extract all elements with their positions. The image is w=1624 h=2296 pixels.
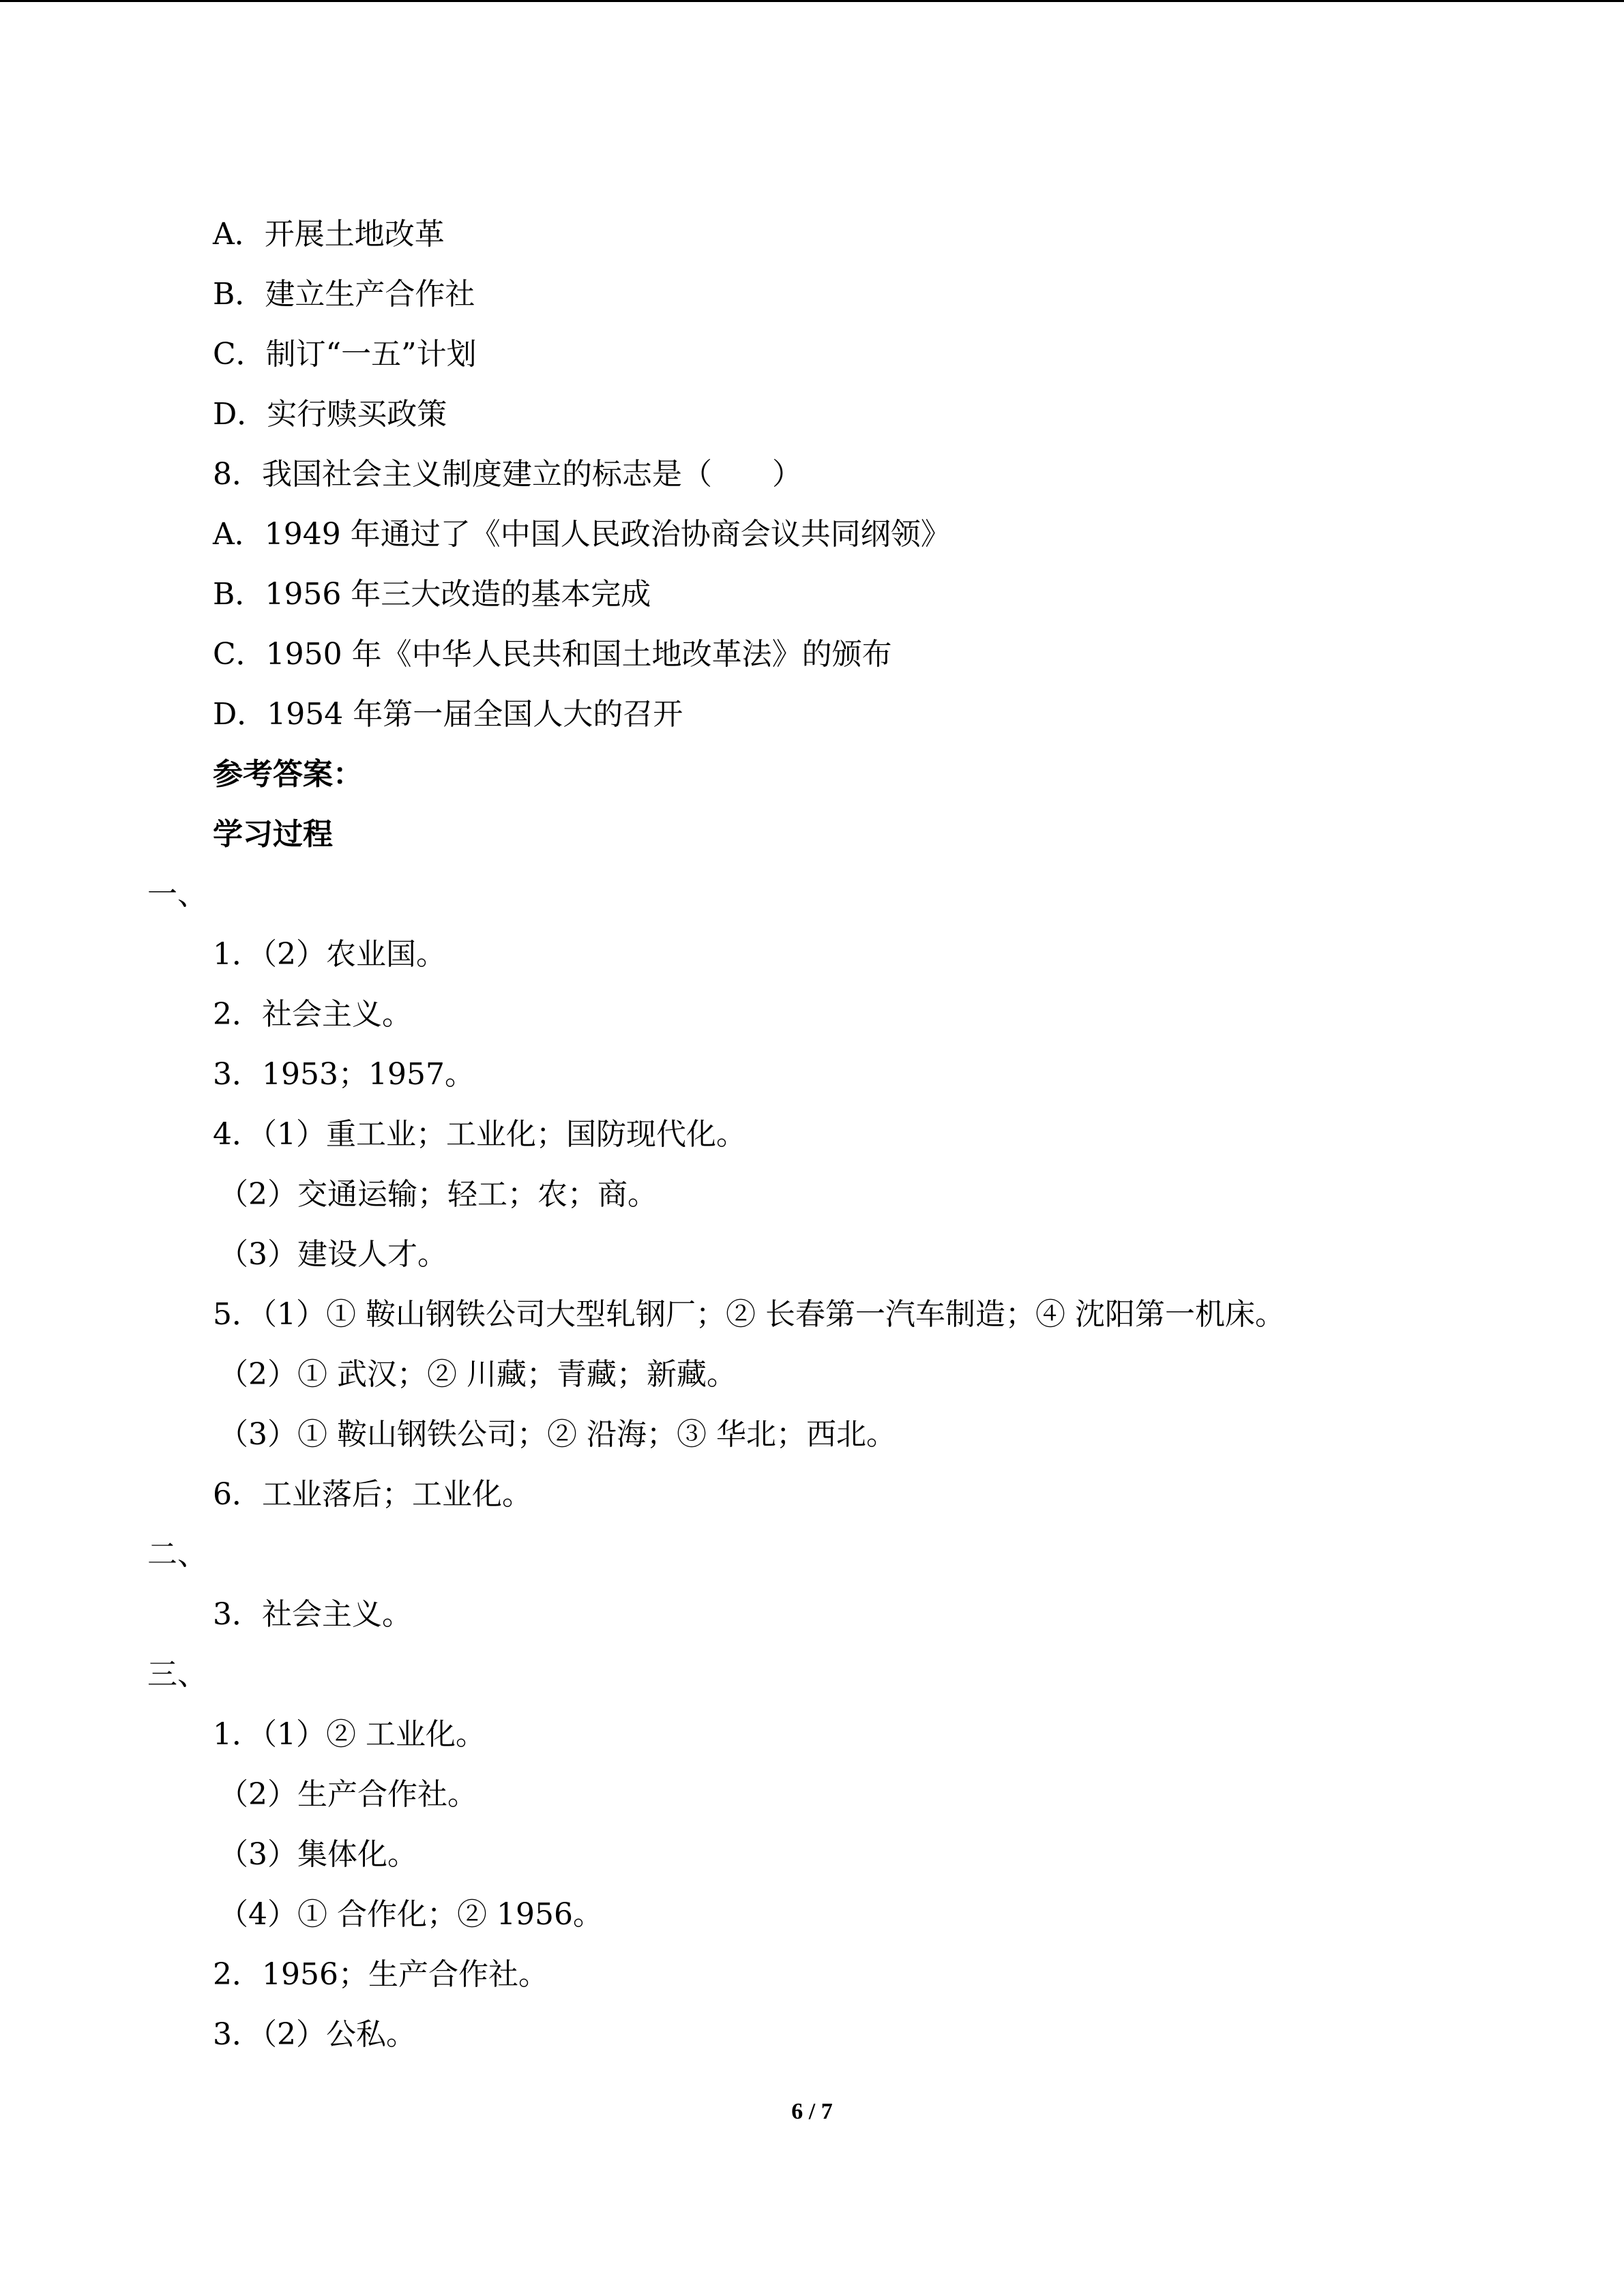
section-3-label: 三、 — [147, 1657, 207, 1692]
page-number: 6 / 7 — [791, 2099, 833, 2124]
answer-line: 3．1953；1957。 — [213, 1057, 475, 1092]
answer-line: （2）生产合作社。 — [218, 1777, 477, 1812]
question-8-option-b: B．1956 年三大改造的基本完成 — [213, 577, 651, 612]
question-8-text: 8．我国社会主义制度建立的标志是（ ） — [213, 457, 802, 492]
answer-line: （3）建设人才。 — [218, 1237, 447, 1272]
question-8-option-a: A．1949 年通过了《中国人民政治协商会议共同纲领》 — [213, 517, 951, 552]
answer-line: （3）集体化。 — [218, 1837, 417, 1872]
learning-process-heading: 学习过程 — [213, 817, 333, 852]
answer-line: （3）① 鞍山钢铁公司；② 沿海；③ 华北；西北。 — [218, 1417, 896, 1452]
answer-line: （2）① 武汉；② 川藏；青藏；新藏。 — [218, 1357, 737, 1392]
option-a-text: A．开展土地改革 — [213, 217, 445, 252]
answer-line: 5．（1）① 鞍山钢铁公司大型轧钢厂；② 长春第一汽车制造；④ 沈阳第一机床。 — [213, 1297, 1285, 1332]
answer-line: 4．（1）重工业；工业化；国防现代化。 — [213, 1117, 746, 1152]
answer-line: （4）① 合作化；② 1956。 — [218, 1897, 603, 1932]
question-8-option-d: D．1954 年第一届全国人大的召开 — [213, 697, 683, 732]
option-d-text: D．实行赎买政策 — [213, 397, 447, 432]
answers-heading: 参考答案： — [213, 757, 363, 792]
answer-line: 1．（2）农业国。 — [213, 937, 446, 972]
option-b-text: B．建立生产合作社 — [213, 277, 475, 312]
question-8-option-c: C．1950 年《中华人民共和国土地改革法》的颁布 — [213, 637, 892, 672]
section-1-label: 一、 — [147, 877, 207, 912]
section-2-label: 二、 — [147, 1537, 207, 1572]
answer-line: 6．工业落后；工业化。 — [213, 1477, 532, 1512]
answer-line: （2）交通运输；轻工；农；商。 — [218, 1177, 658, 1212]
answer-line: 3．社会主义。 — [213, 1597, 412, 1632]
answer-line: 2．社会主义。 — [213, 997, 412, 1032]
answer-line: 1．（1）② 工业化。 — [213, 1717, 486, 1752]
option-c-text: C．制订“一五”计划 — [213, 337, 477, 372]
top-rule — [0, 0, 1624, 2]
answer-line: 3．（2）公私。 — [213, 2017, 416, 2052]
answer-line: 2．1956；生产合作社。 — [213, 1957, 548, 1992]
